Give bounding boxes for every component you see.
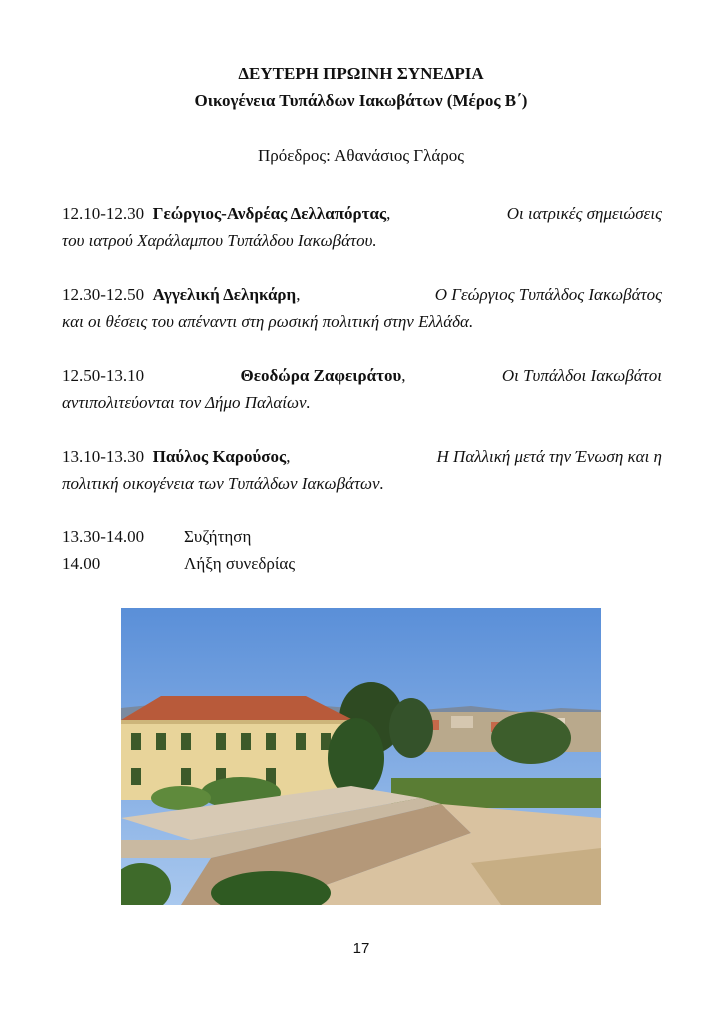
- entry-talk-title: Η Παλλική μετά την Ένωση και η: [436, 447, 662, 466]
- entry-talk-title-cont: αντιπολιτεύονται τον Δήμο Παλαίων.: [62, 393, 311, 412]
- program-entry: 12.50-13.10 Θεοδώρα Ζαφειράτου, Οι Τυπάλδοι Ιακωβάτοι αντιπολιτεύονται τον Δήμο Παλαίων.: [62, 362, 662, 416]
- session-subtitle: Οικογένεια Τυπάλδων Ιακωβάτων (Μέρος Β΄): [194, 91, 528, 110]
- entry-speaker: Γεώργιος-Ανδρέας Δελλαπόρτας: [152, 204, 387, 223]
- entry-speaker: Αγγελική Δεληκάρη: [152, 285, 297, 304]
- program-entry: 13.10-13.30 Παύλος Καρούσος, Η Παλλική μετά την Ένωση και η πολιτική οικογένεια των Τυπάλδων Ιακωβάτων.: [62, 443, 662, 497]
- entry-speaker: Θεοδώρα Ζαφειράτου: [240, 366, 402, 385]
- closing-label: Συζήτηση: [184, 527, 252, 546]
- closing-time: 14.00: [62, 554, 101, 573]
- program-entry: 12.10-12.30 Γεώργιος-Ανδρέας Δελλαπόρτας, Οι ιατρικές σημειώσεις του ιατρού Χαράλαμπου Τυπάλδου Ιακωβάτου.: [62, 200, 662, 254]
- entry-talk-title-cont: και οι θέσεις του απέναντι στη ρωσική πολιτική στην Ελλάδα.: [62, 312, 474, 331]
- entry-time: 12.10-12.30: [62, 204, 145, 223]
- entry-talk-title-cont: του ιατρού Χαράλαμπου Τυπάλδου Ιακωβάτου.: [62, 231, 377, 250]
- entry-talk-title: Οι ιατρικές σημειώσεις: [506, 204, 662, 223]
- entry-talk-title: Ο Γεώργιος Τυπάλδος Ιακωβάτος: [434, 285, 662, 304]
- entry-talk-title-cont: πολιτική οικογένεια των Τυπάλδων Ιακωβάτων.: [62, 474, 384, 493]
- page-number: 17: [352, 940, 370, 957]
- entry-time: 13.10-13.30: [62, 447, 145, 466]
- entry-time: 12.30-12.50: [62, 285, 145, 304]
- closing-row: [62, 527, 251, 547]
- session-title: ΔΕΥΤΕΡΗ ΠΡΩΙΝΗ ΣΥΝΕΔΡΙΑ: [238, 64, 484, 83]
- entry-time: 12.50-13.10: [62, 366, 145, 385]
- entry-speaker: Παύλος Καρούσος: [152, 447, 287, 466]
- mansion-photo: [121, 608, 601, 905]
- entry-talk-title: Οι Τυπάλδοι Ιακωβάτοι: [501, 366, 662, 385]
- closing-time: 13.30-14.00: [62, 527, 145, 546]
- closing-label: Λήξη συνεδρίας: [184, 554, 296, 573]
- closing-row: [62, 554, 295, 574]
- session-chair: Πρόεδρος: Αθανάσιος Γλάρος: [258, 146, 464, 165]
- program-entry: 12.30-12.50 Αγγελική Δεληκάρη, Ο Γεώργιος Τυπάλδος Ιακωβάτος και οι θέσεις του απέναντι στη ρωσική πολιτική στην Ελλάδα.: [62, 281, 662, 335]
